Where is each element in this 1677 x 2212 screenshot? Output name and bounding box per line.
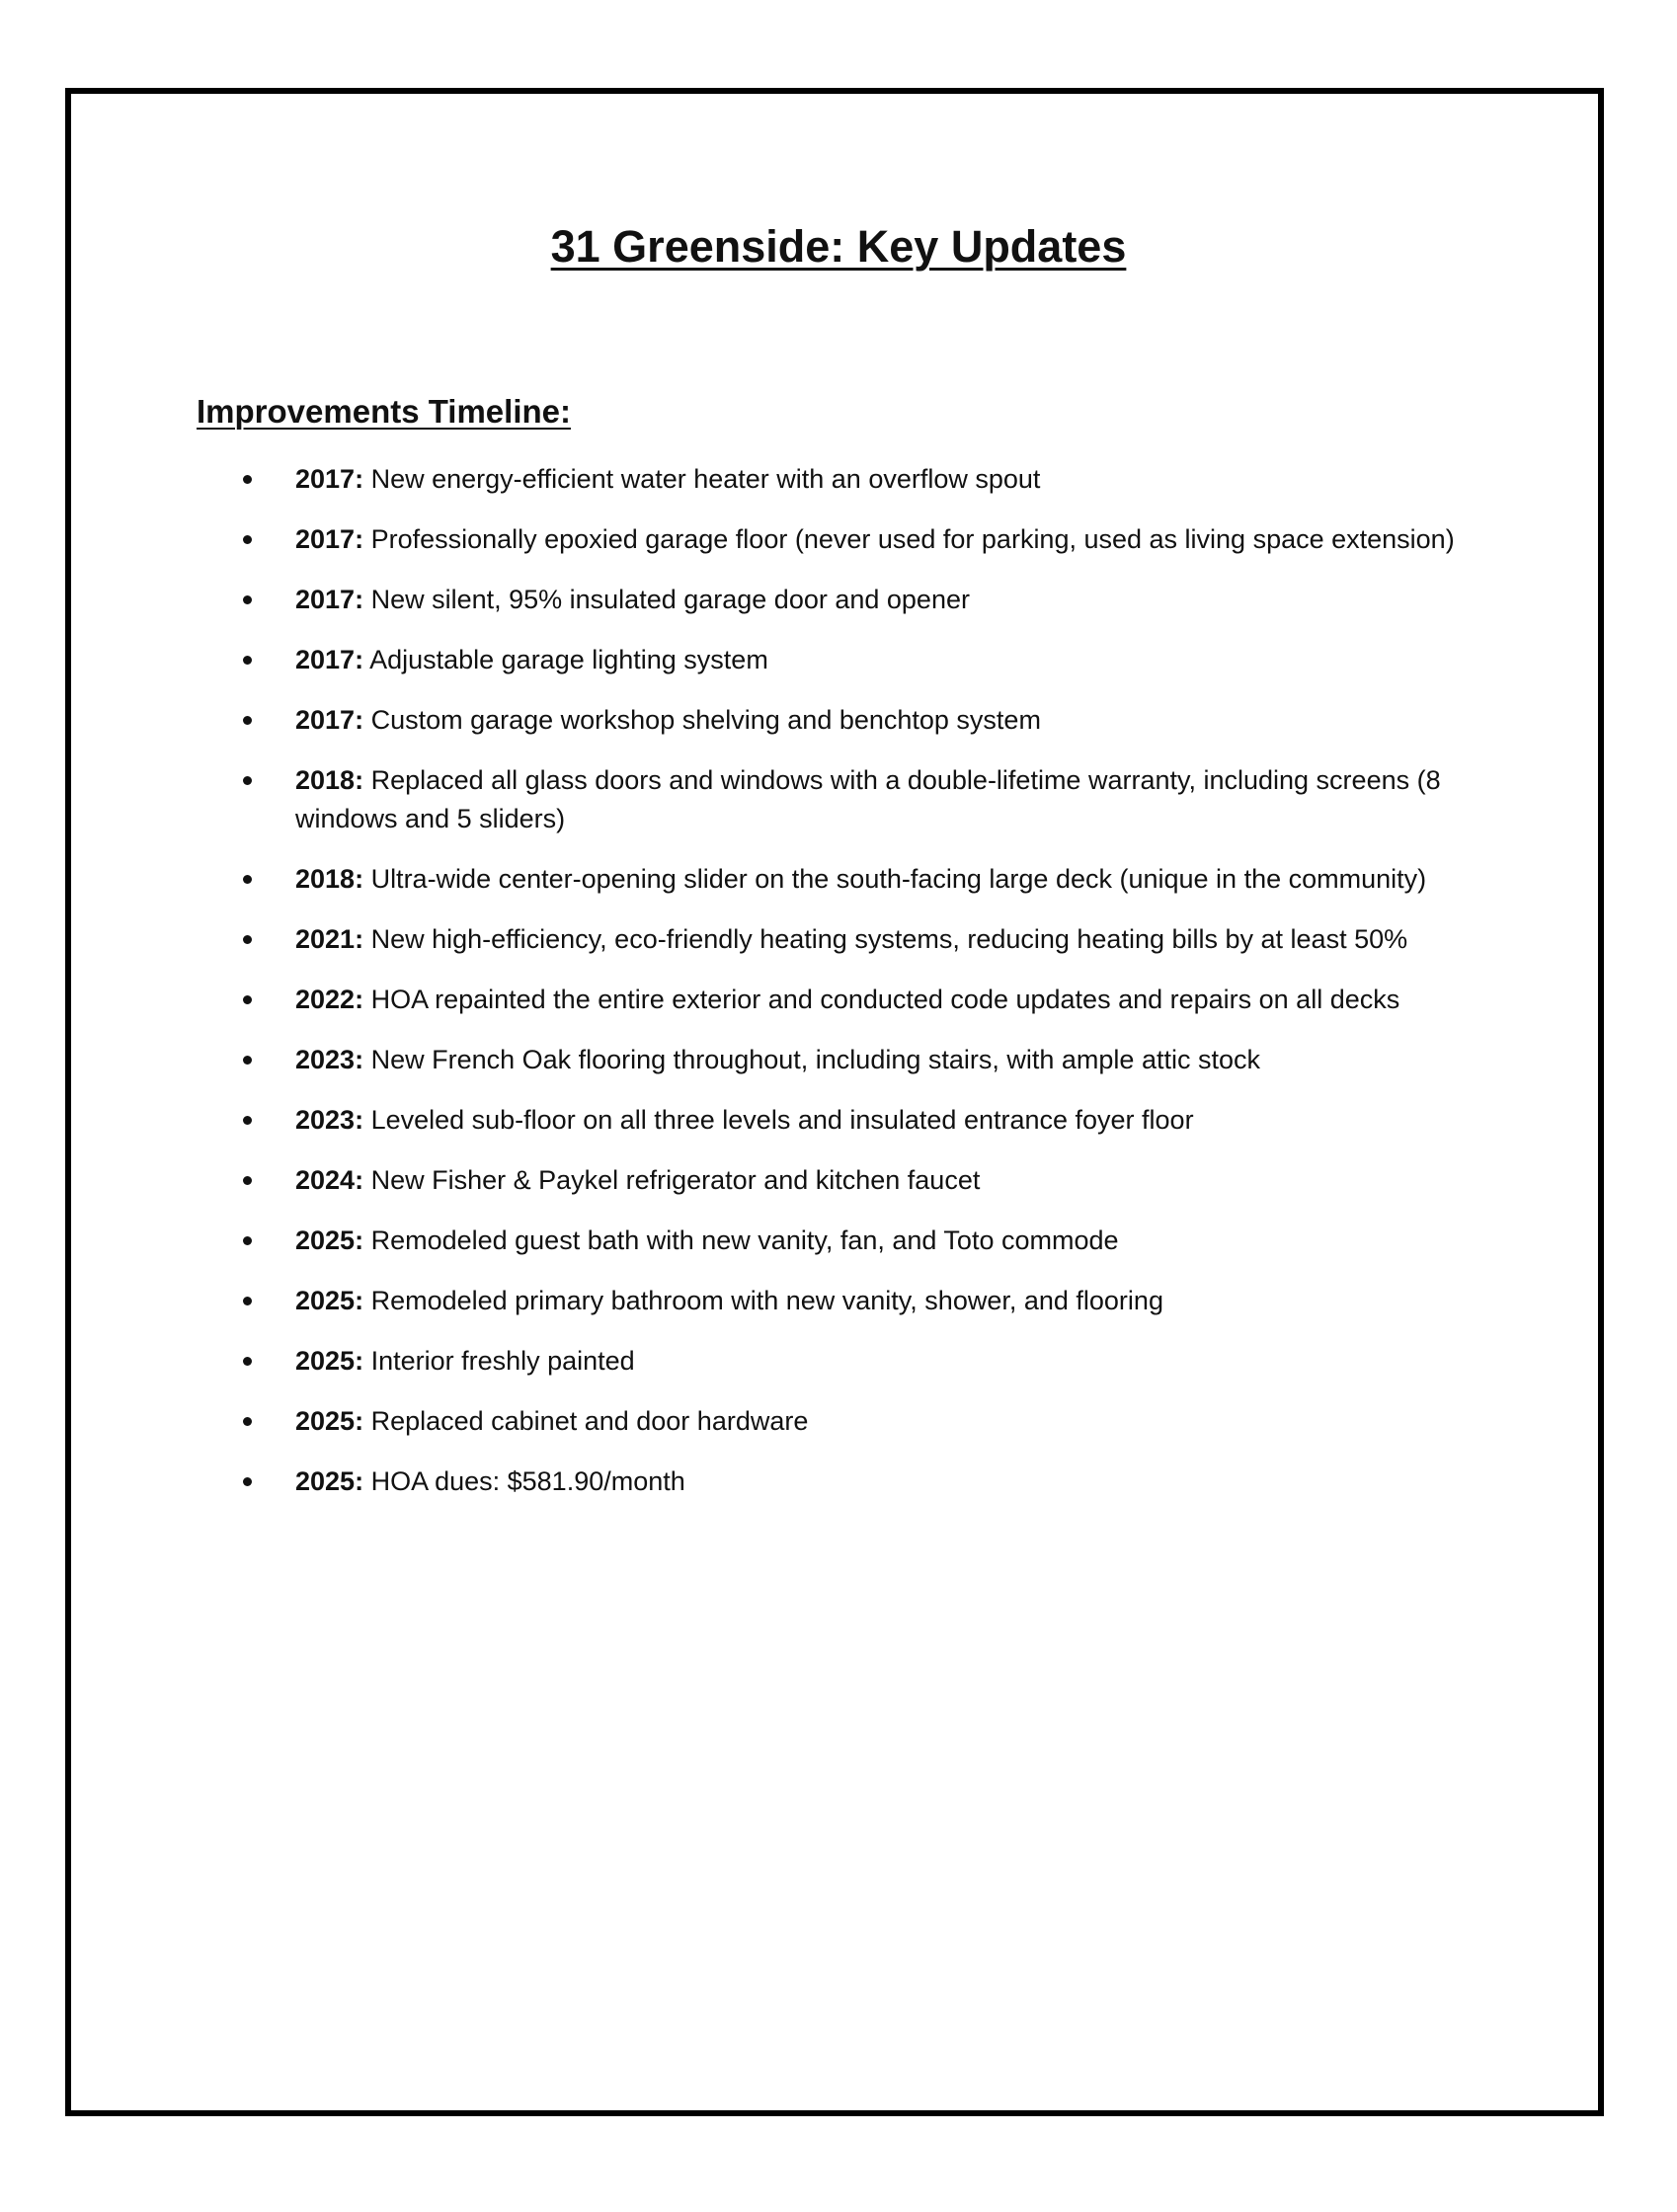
timeline-item <box>197 581 1480 619</box>
document-title-text: 31 Greenside: Key Updates <box>550 221 1127 272</box>
timeline-item <box>197 1402 1480 1441</box>
timeline-year: 2017: <box>295 585 364 614</box>
bullet-icon <box>243 1236 252 1245</box>
timeline-description: Replaced cabinet and door hardware <box>363 1406 809 1436</box>
timeline-year: 2017: <box>295 524 364 554</box>
timeline-year: 2017: <box>295 705 364 735</box>
timeline-description: Leveled sub-floor on all three levels and insulated entrance foyer floor <box>363 1105 1194 1135</box>
timeline-year: 2017: <box>295 464 364 494</box>
bullet-icon <box>243 475 252 484</box>
timeline-item <box>197 1222 1480 1260</box>
timeline-item <box>197 1041 1480 1079</box>
timeline-year: 2022: <box>295 985 364 1014</box>
timeline-year: 2024: <box>295 1165 364 1195</box>
timeline-item <box>197 1161 1480 1200</box>
timeline-description: New French Oak flooring throughout, including stairs, with ample attic stock <box>363 1045 1260 1074</box>
timeline-description: New high-efficiency, eco-friendly heating systems, reducing heating bills by at least 50% <box>363 924 1408 954</box>
timeline-year: 2018: <box>295 864 364 894</box>
improvements-timeline-list <box>197 460 1480 1523</box>
timeline-item <box>197 520 1480 559</box>
timeline-item <box>197 1462 1480 1501</box>
bullet-icon <box>243 1056 252 1065</box>
timeline-year: 2025: <box>295 1466 364 1496</box>
timeline-description: New silent, 95% insulated garage door and opener <box>363 585 970 614</box>
timeline-year: 2025: <box>295 1286 364 1315</box>
bullet-icon <box>243 776 252 785</box>
timeline-description: Adjustable garage lighting system <box>363 645 768 674</box>
timeline-item <box>197 1282 1480 1320</box>
timeline-year: 2025: <box>295 1406 364 1436</box>
timeline-item <box>197 920 1480 959</box>
timeline-description: New Fisher & Paykel refrigerator and kitchen faucet <box>363 1165 981 1195</box>
timeline-item <box>197 860 1480 899</box>
timeline-year: 2025: <box>295 1225 364 1255</box>
bullet-icon <box>243 995 252 1004</box>
timeline-description: Ultra-wide center-opening slider on the south-facing large deck (unique in the community) <box>363 864 1427 894</box>
timeline-item <box>197 641 1480 679</box>
timeline-description: HOA dues: $581.90/month <box>363 1466 685 1496</box>
bullet-icon <box>243 875 252 884</box>
timeline-description: Professionally epoxied garage floor (never used for parking, used as living space extension) <box>363 524 1455 554</box>
bullet-icon <box>243 1297 252 1305</box>
bullet-icon <box>243 716 252 725</box>
timeline-year: 2025: <box>295 1346 364 1376</box>
timeline-description: Remodeled guest bath with new vanity, fan, and Toto commode <box>363 1225 1119 1255</box>
timeline-description: Replaced all glass doors and windows with a double-lifetime warranty, including screens (8 windows and 5 sliders) <box>295 765 1441 833</box>
section-heading: Improvements Timeline: <box>197 393 572 430</box>
bullet-icon <box>243 1417 252 1426</box>
bullet-icon <box>243 595 252 604</box>
bullet-icon <box>243 935 252 944</box>
timeline-item <box>197 1342 1480 1381</box>
timeline-item <box>197 460 1480 499</box>
timeline-year: 2018: <box>295 765 364 795</box>
document-title <box>0 219 1677 275</box>
bullet-icon <box>243 1357 252 1366</box>
timeline-year: 2021: <box>295 924 364 954</box>
timeline-year: 2023: <box>295 1045 364 1074</box>
timeline-description: Custom garage workshop shelving and benchtop system <box>363 705 1041 735</box>
bullet-icon <box>243 656 252 665</box>
timeline-item <box>197 981 1480 1019</box>
bullet-icon <box>243 535 252 544</box>
timeline-item <box>197 761 1480 838</box>
timeline-description: Remodeled primary bathroom with new vanity, shower, and flooring <box>363 1286 1163 1315</box>
timeline-description: HOA repainted the entire exterior and conducted code updates and repairs on all decks <box>363 985 1400 1014</box>
bullet-icon <box>243 1116 252 1125</box>
timeline-description: New energy-efficient water heater with an overflow spout <box>363 464 1041 494</box>
bullet-icon <box>243 1477 252 1486</box>
timeline-year: 2023: <box>295 1105 364 1135</box>
bullet-icon <box>243 1176 252 1185</box>
timeline-item <box>197 701 1480 740</box>
timeline-item <box>197 1101 1480 1140</box>
timeline-description: Interior freshly painted <box>363 1346 635 1376</box>
timeline-year: 2017: <box>295 645 364 674</box>
